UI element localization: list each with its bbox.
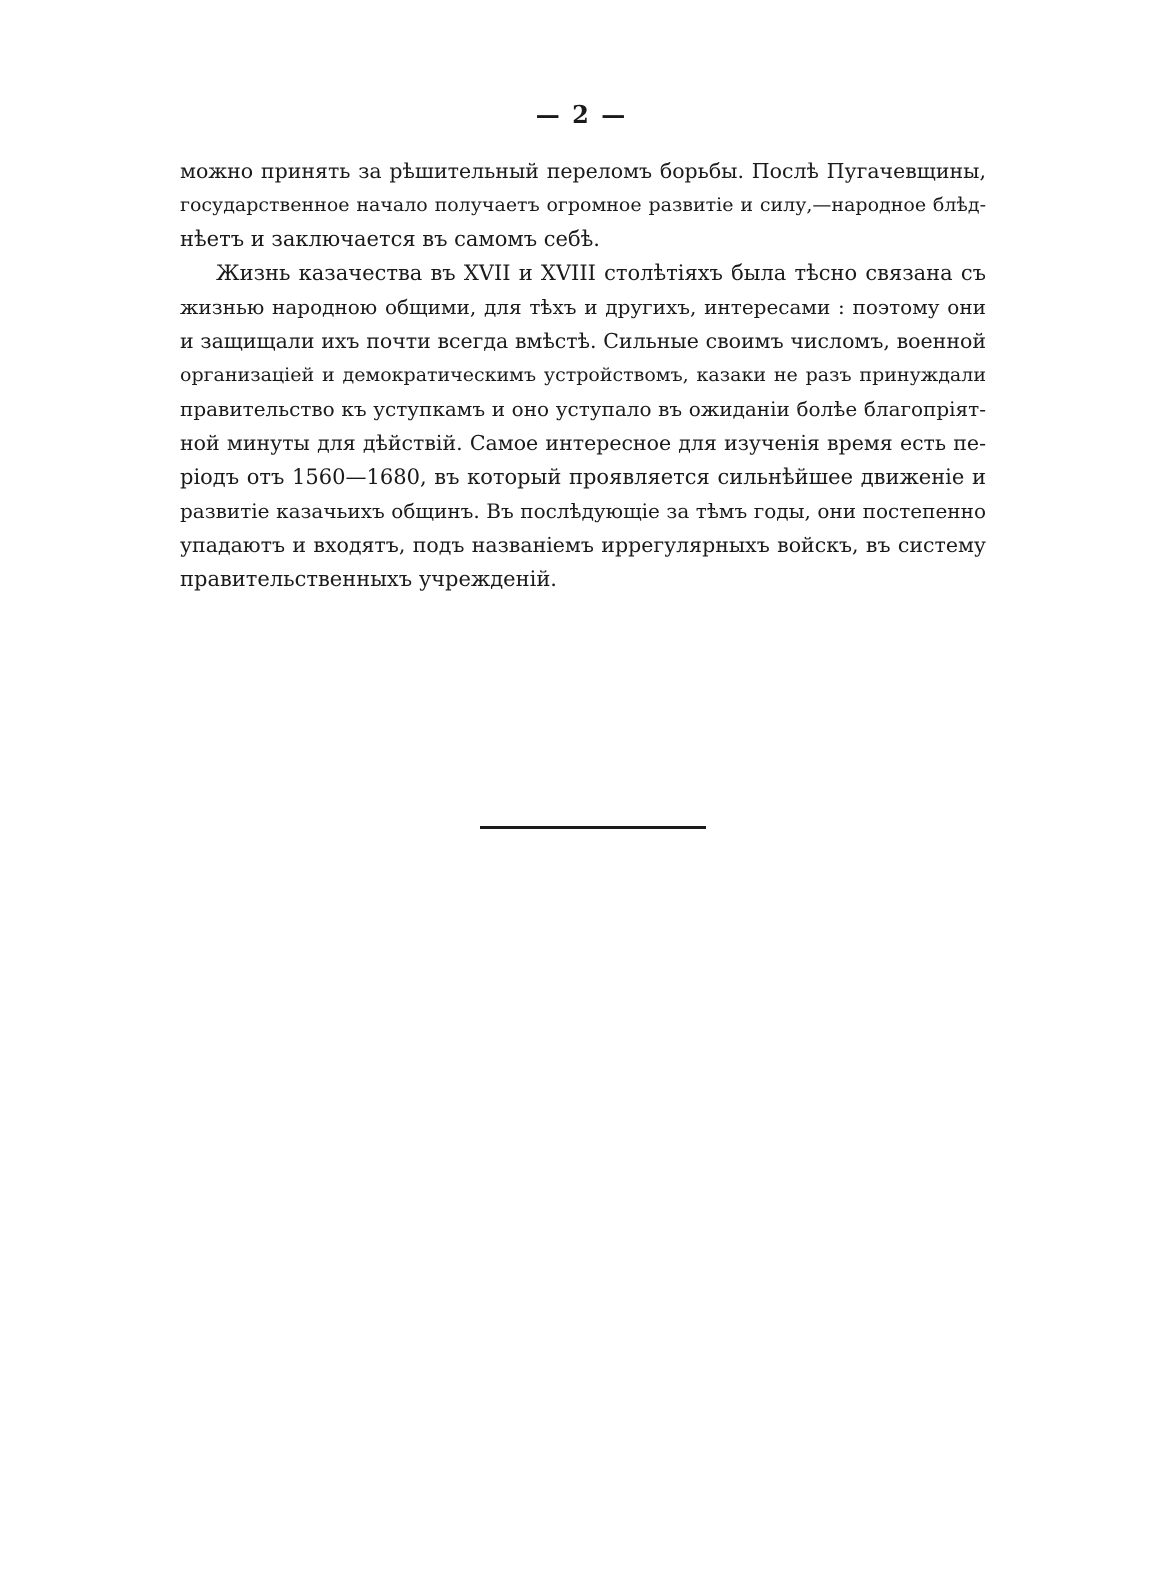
paragraph-2 <box>180 256 986 596</box>
text-line: нѣетъ и заключается въ самомъ себѣ. <box>180 227 600 251</box>
text-line: правительственныхъ учрежденій. <box>180 567 557 591</box>
text-line: ріодъ отъ 1560—1680, въ который проявляется сильнѣйшее движеніе и <box>180 465 986 489</box>
text-line: жизнью народною общими, для тѣхъ и другихъ, интересами : поэтому они <box>180 295 986 319</box>
page-number: — 2 — <box>535 100 628 129</box>
body-text <box>180 154 986 596</box>
text-line: развитіе казачьихъ общинъ. Въ послѣдующіе за тѣмъ годы, они постепенно <box>180 499 986 523</box>
text-line: и защищали ихъ почти всегда вмѣстѣ. Сильные своимъ числомъ, военной <box>180 329 986 353</box>
text-line: государственное начало получаетъ огромное развитіе и силу,—народное блѣд- <box>180 194 986 216</box>
section-divider-rule <box>480 826 706 829</box>
text-line: упадаютъ и входятъ, подъ названіемъ иррегулярныхъ войскъ, въ систему <box>180 533 986 557</box>
text-line: правительство къ уступкамъ и оно уступало въ ожиданіи болѣе благопріят- <box>180 397 986 421</box>
text-line: можно принять за рѣшительный переломъ борьбы. Послѣ Пугачевщины, <box>180 159 986 183</box>
text-line: ной минуты для дѣйствій. Самое интересное для изученія время есть пе- <box>180 431 986 455</box>
text-line: организаціей и демократическимъ устройствомъ, казаки не разъ принуждали <box>180 364 986 386</box>
paragraph-1 <box>180 154 986 256</box>
text-line: Жизнь казачества въ XVII и XVIII столѣтіяхъ была тѣсно связана съ <box>216 261 986 285</box>
